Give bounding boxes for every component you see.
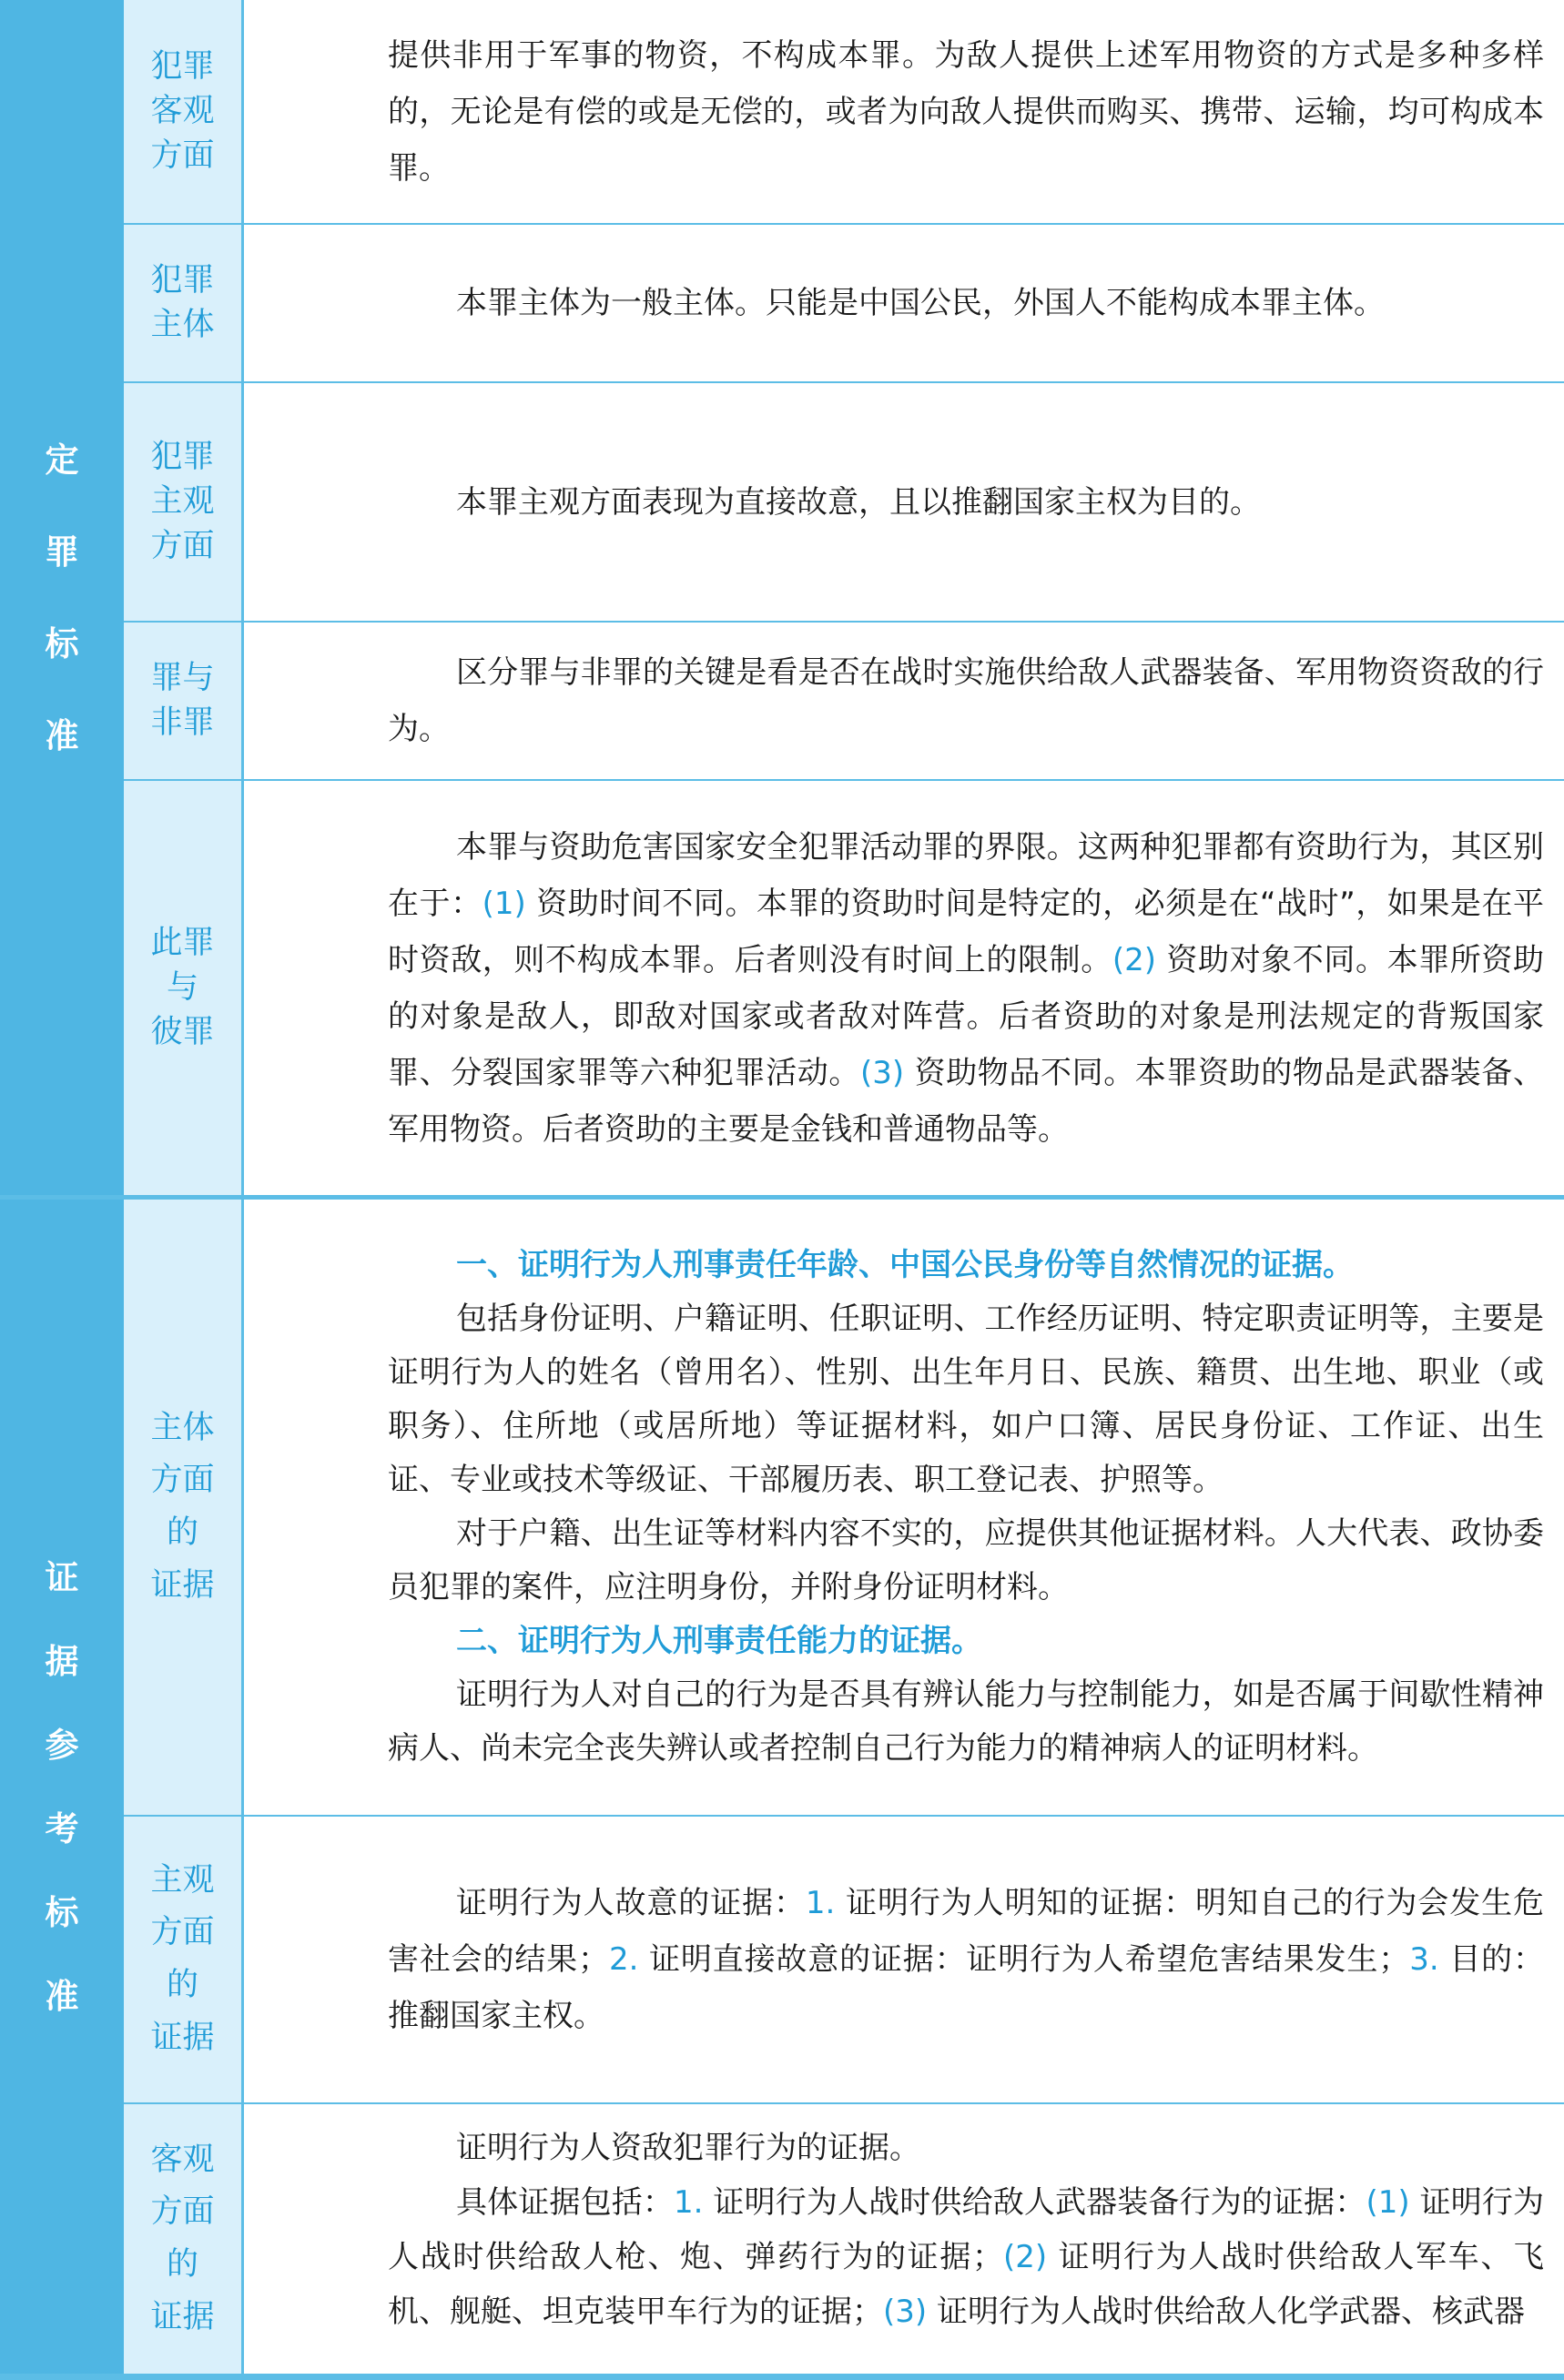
list-number: (1) (1366, 2184, 1410, 2221)
row-label-line: 方面 (150, 528, 215, 564)
row-label-line: 的 (166, 2246, 198, 2283)
text-run: 证明行为人战时供给敌人枪、炮、弹药行为的证据； (388, 2184, 1545, 2275)
row-label-line: 方面 (150, 1462, 215, 1499)
row-label-line: 罪与 (150, 660, 215, 696)
row-content (244, 1817, 1564, 2102)
row-content (244, 781, 1564, 1195)
row-label-line: 证据 (150, 1566, 215, 1604)
paragraph (388, 2175, 1544, 2339)
row-label (124, 2104, 244, 2374)
row-label-line: 客观 (150, 93, 215, 129)
list-number: (3) (883, 2294, 928, 2330)
row-label-line: 方面 (150, 1914, 215, 1951)
row-label-line: 证据 (150, 2298, 215, 2335)
text-run: 资助对象不同。本罪所资助的对象是敌人，即敌对国家或者敌对阵营。后者资助的对象是刑法规定的背叛国家罪、分裂国家罪等六种犯罪活动。 (388, 941, 1544, 1091)
row-label (124, 225, 244, 381)
row-label-line: 方面 (150, 137, 215, 174)
row-label-line: 主观 (150, 483, 215, 520)
row-label (124, 781, 244, 1195)
section-label-char: 参 (45, 1725, 79, 1765)
text-run: 证明行为人故意的证据： (456, 1885, 806, 1921)
text-run: 资助物品不同。本罪资助的物品是武器装备、军用物资。后者资助的主要是金钱和普通物品等。 (388, 1054, 1545, 1148)
row-content (244, 0, 1564, 223)
row-this-vs-other-crime (124, 781, 1564, 1195)
row-label-line: 证据 (150, 2019, 215, 2056)
paragraph: 本罪主体为一般主体。只能是中国公民，外国人不能构成本罪主体。 (456, 285, 1385, 321)
row-label-line: 主体 (150, 1409, 215, 1446)
list-number: (3) (860, 1054, 905, 1091)
paragraph-heading: 二、证明行为人刑事责任能力的证据。 (456, 1623, 982, 1659)
row-label-line: 犯罪 (150, 439, 215, 475)
row-label-line: 犯罪 (150, 48, 215, 85)
section-label-char: 证 (45, 1557, 79, 1597)
row-label-line: 方面 (150, 2193, 215, 2231)
section-label-char: 据 (45, 1641, 79, 1681)
row-label-line: 的 (166, 1967, 198, 2003)
row-crime-or-not (124, 623, 1564, 781)
section-rows (124, 1200, 1564, 2374)
paragraph: 证明行为人对自己的行为是否具有辨认能力与控制能力，如是否属于间歇性精神病人、尚未完全丧失辨认或者控制自己行为能力的精神病人的证明材料。 (388, 1676, 1544, 1767)
text-run: 证明行为人明知的证据：明知自己的行为会发生危害社会的结果； (388, 1885, 1545, 1978)
list-number: (2) (1112, 941, 1156, 978)
row-content (244, 225, 1564, 381)
row-subjective-evidence (124, 1817, 1564, 2104)
section-label (0, 1200, 124, 2374)
row-label-line: 的 (166, 1514, 198, 1551)
list-number: (2) (1003, 2239, 1048, 2275)
row-label-line: 非罪 (150, 704, 215, 741)
row-label-line: 此罪 (150, 925, 215, 961)
row-label-line: 主体 (150, 307, 215, 343)
row-label (124, 623, 244, 779)
row-objective-aspect (124, 0, 1564, 225)
section-rows (124, 0, 1564, 1195)
section-label (0, 0, 124, 1195)
row-label-line: 主观 (150, 1861, 215, 1899)
section-label-char: 标 (45, 1892, 79, 1932)
list-number: (1) (482, 885, 526, 922)
text-run: 目的：推翻国家主权。 (388, 1941, 1545, 2034)
row-content (244, 623, 1564, 779)
section-evidence-standard (0, 1200, 1564, 2380)
text-run: 具体证据包括： (456, 2184, 675, 2221)
row-subjective-aspect (124, 383, 1564, 623)
row-subject-evidence (124, 1200, 1564, 1817)
row-label-line: 与 (166, 969, 198, 1006)
list-number: 1. (674, 2184, 704, 2221)
section-label-char: 定 (45, 440, 79, 480)
text-run: 证明直接故意的证据：证明行为人希望危害结果发生； (638, 1941, 1410, 1978)
paragraph: 证明行为人资敌犯罪行为的证据。 (456, 2130, 920, 2166)
paragraph (388, 1875, 1544, 2044)
row-label-line: 客观 (150, 2141, 215, 2178)
text-run: 证明行为人战时供给敌人武器装备行为的证据： (703, 2184, 1366, 2221)
row-objective-evidence (124, 2104, 1564, 2374)
section-label-char: 准 (45, 1976, 79, 2016)
list-number: 2. (609, 1941, 639, 1978)
section-label-char: 准 (45, 715, 79, 755)
paragraph-heading: 一、证明行为人刑事责任年龄、中国公民身份等自然情况的证据。 (456, 1247, 1354, 1283)
paragraph: 区分罪与非罪的关键是看是否在战时实施供给敌人武器装备、军用物资资敌的行为。 (388, 654, 1544, 747)
text-run: 证明行为人战时供给敌人化学武器、核武器 (927, 2294, 1525, 2330)
row-label (124, 383, 244, 621)
list-number: 3. (1409, 1941, 1439, 1978)
row-content (244, 2104, 1564, 2374)
row-content (244, 1200, 1564, 1815)
row-content (244, 383, 1564, 621)
row-label-line: 彼罪 (150, 1014, 215, 1050)
text-run: 证明行为人战时供给敌人军车、飞机、舰艇、坦克装甲车行为的证据； (388, 2239, 1545, 2330)
section-label-char: 罪 (45, 532, 79, 572)
paragraph: 对于户籍、出生证等材料内容不实的，应提供其他证据材料。人大代表、政协委员犯罪的案件，应注明身份，并附身份证明材料。 (388, 1515, 1544, 1605)
paragraph (388, 819, 1544, 1158)
paragraph: 包括身份证明、户籍证明、任职证明、工作经历证明、特定职责证明等，主要是证明行为人的姓名（曾用名）、性别、出生年月日、民族、籍贯、出生地、职业（或职务）、住所地（或居所地）等证据材料，如户口簿、居民身份证、工作证、出生证、专业或技术等级证、干部履历表、职工登记表、护照等。 (388, 1301, 1544, 1498)
paragraph: 本罪主观方面表现为直接故意，且以推翻国家主权为目的。 (456, 483, 1261, 521)
text-run: 资助时间不同。本罪的资助时间是特定的，必须是在“战时”，如果是在平时资敌，则不构成本罪。后者则没有时间上的限制。 (388, 885, 1544, 978)
row-label (124, 1200, 244, 1815)
row-subject (124, 225, 1564, 383)
list-number: 1. (805, 1885, 836, 1921)
section-label-char: 考 (45, 1808, 79, 1848)
row-label (124, 0, 244, 223)
section-label-char: 标 (45, 623, 79, 663)
paragraph: 提供非用于军事的物资，不构成本罪。为敌人提供上述军用物资的方式是多种多样的，无论是有偿的或是无偿的，或者为向敌人提供而购买、携带、运输，均可构成本罪。 (388, 36, 1544, 187)
text-run: 本罪与资助危害国家安全犯罪活动罪的界限。这两种犯罪都有资助行为，其区别在于： (388, 828, 1544, 922)
row-label-line: 犯罪 (150, 262, 215, 299)
row-label (124, 1817, 244, 2102)
